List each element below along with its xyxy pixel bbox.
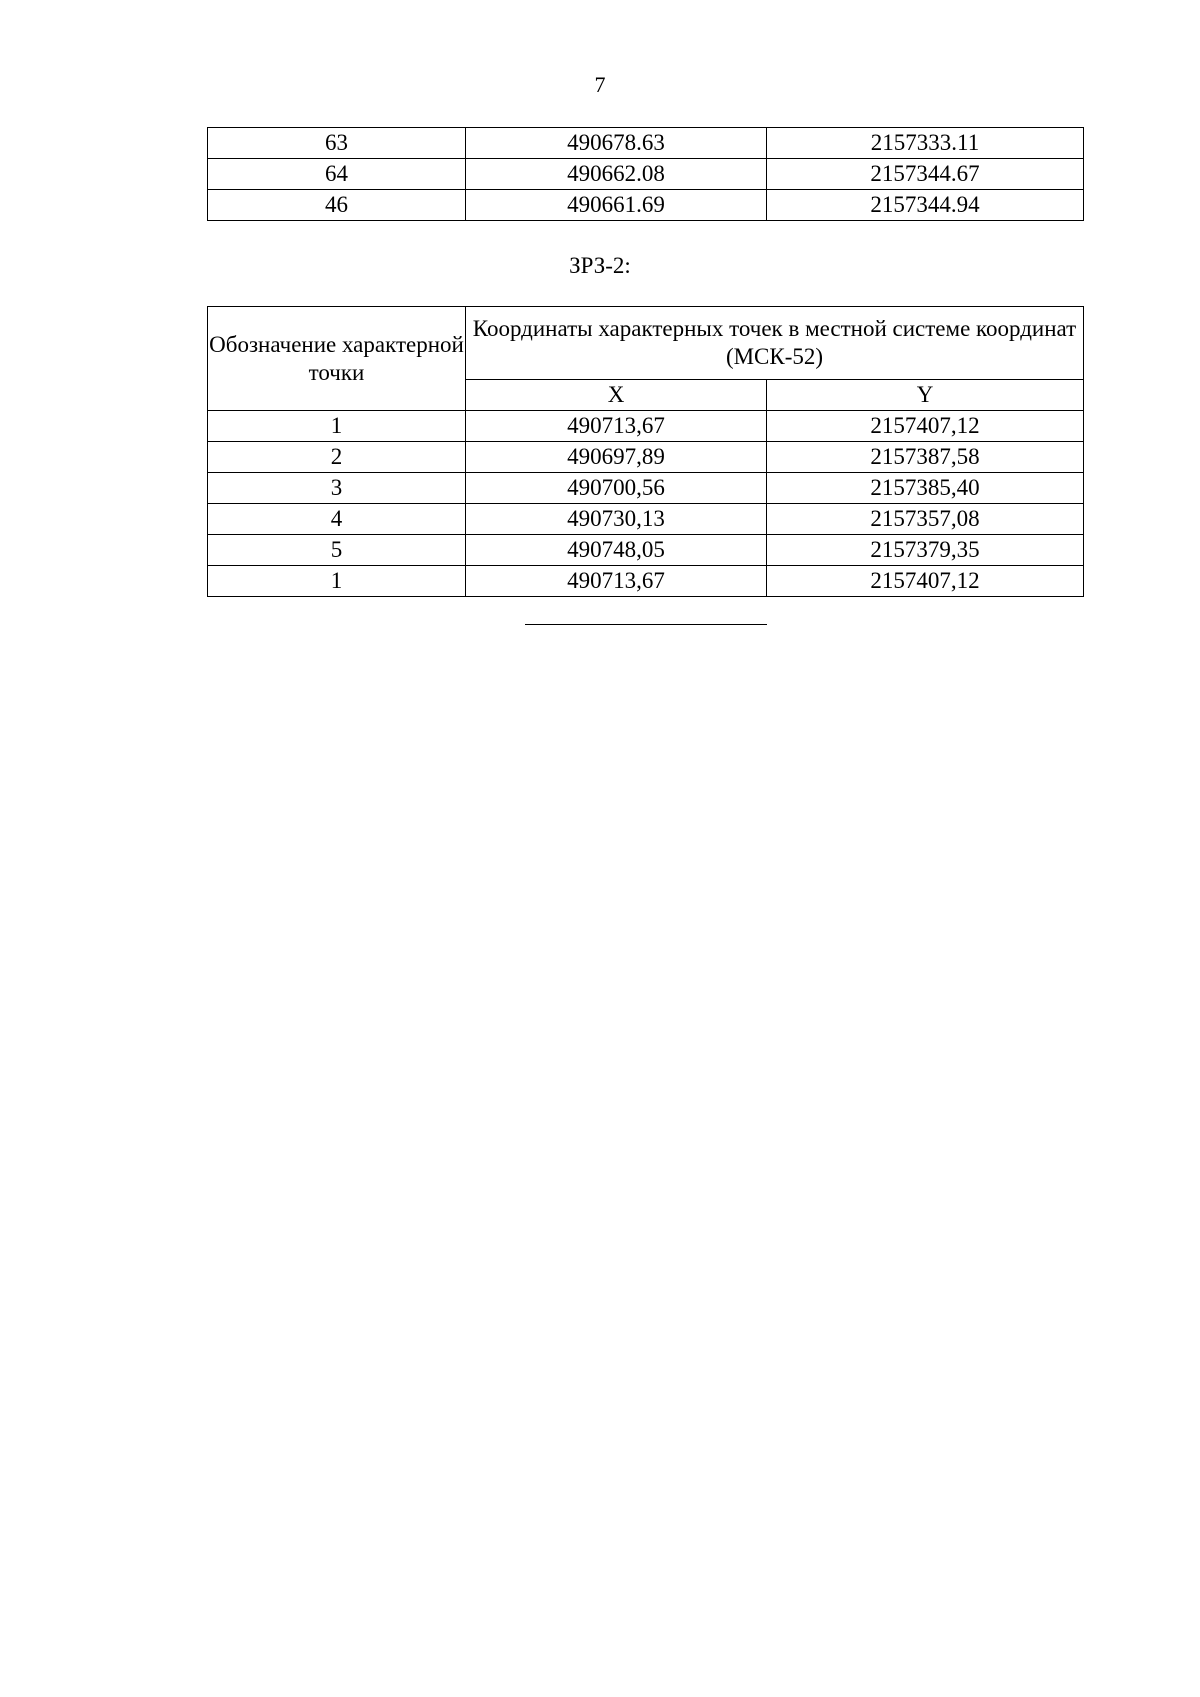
coordinates-table-continued: [207, 127, 1084, 221]
x-cell: 490713,67: [466, 566, 767, 597]
table-row: [208, 159, 1084, 190]
point-column-header: Обозначение характерной точки: [208, 307, 466, 411]
x-cell: 490713,67: [466, 411, 767, 442]
y-cell: 2157344.94: [767, 190, 1084, 221]
x-cell: 490697,89: [466, 442, 767, 473]
point-cell: 46: [208, 190, 466, 221]
y-cell: 2157333.11: [767, 128, 1084, 159]
y-cell: 2157385,40: [767, 473, 1084, 504]
end-of-document-rule: [525, 624, 767, 625]
x-cell: 490678.63: [466, 128, 767, 159]
y-cell: 2157344.67: [767, 159, 1084, 190]
zrz2-coordinates-table: [207, 306, 1084, 597]
table-row: [208, 504, 1084, 535]
point-cell: 2: [208, 442, 466, 473]
table-row: [208, 566, 1084, 597]
point-cell: 3: [208, 473, 466, 504]
y-column-header: Y: [767, 380, 1084, 411]
table-header-row: [208, 307, 1084, 380]
y-cell: 2157407,12: [767, 566, 1084, 597]
y-cell: 2157357,08: [767, 504, 1084, 535]
point-cell: 63: [208, 128, 466, 159]
point-cell: 64: [208, 159, 466, 190]
point-cell: 1: [208, 566, 466, 597]
table-row: [208, 128, 1084, 159]
y-cell: 2157407,12: [767, 411, 1084, 442]
table-row: [208, 535, 1084, 566]
point-cell: 5: [208, 535, 466, 566]
zone-heading: ЗРЗ-2:: [569, 253, 631, 278]
table-row: [208, 442, 1084, 473]
point-cell: 1: [208, 411, 466, 442]
x-cell: 490700,56: [466, 473, 767, 504]
y-cell: 2157379,35: [767, 535, 1084, 566]
x-cell: 490662.08: [466, 159, 767, 190]
table-row: [208, 190, 1084, 221]
table-row: [208, 411, 1084, 442]
x-cell: 490748,05: [466, 535, 767, 566]
y-cell: 2157387,58: [767, 442, 1084, 473]
coordinates-column-header: Координаты характерных точек в местной системе координат (МСК-52): [466, 307, 1084, 380]
x-column-header: X: [466, 380, 767, 411]
point-cell: 4: [208, 504, 466, 535]
x-cell: 490730,13: [466, 504, 767, 535]
x-cell: 490661.69: [466, 190, 767, 221]
page-number: 7: [594, 72, 606, 97]
table-row: [208, 473, 1084, 504]
